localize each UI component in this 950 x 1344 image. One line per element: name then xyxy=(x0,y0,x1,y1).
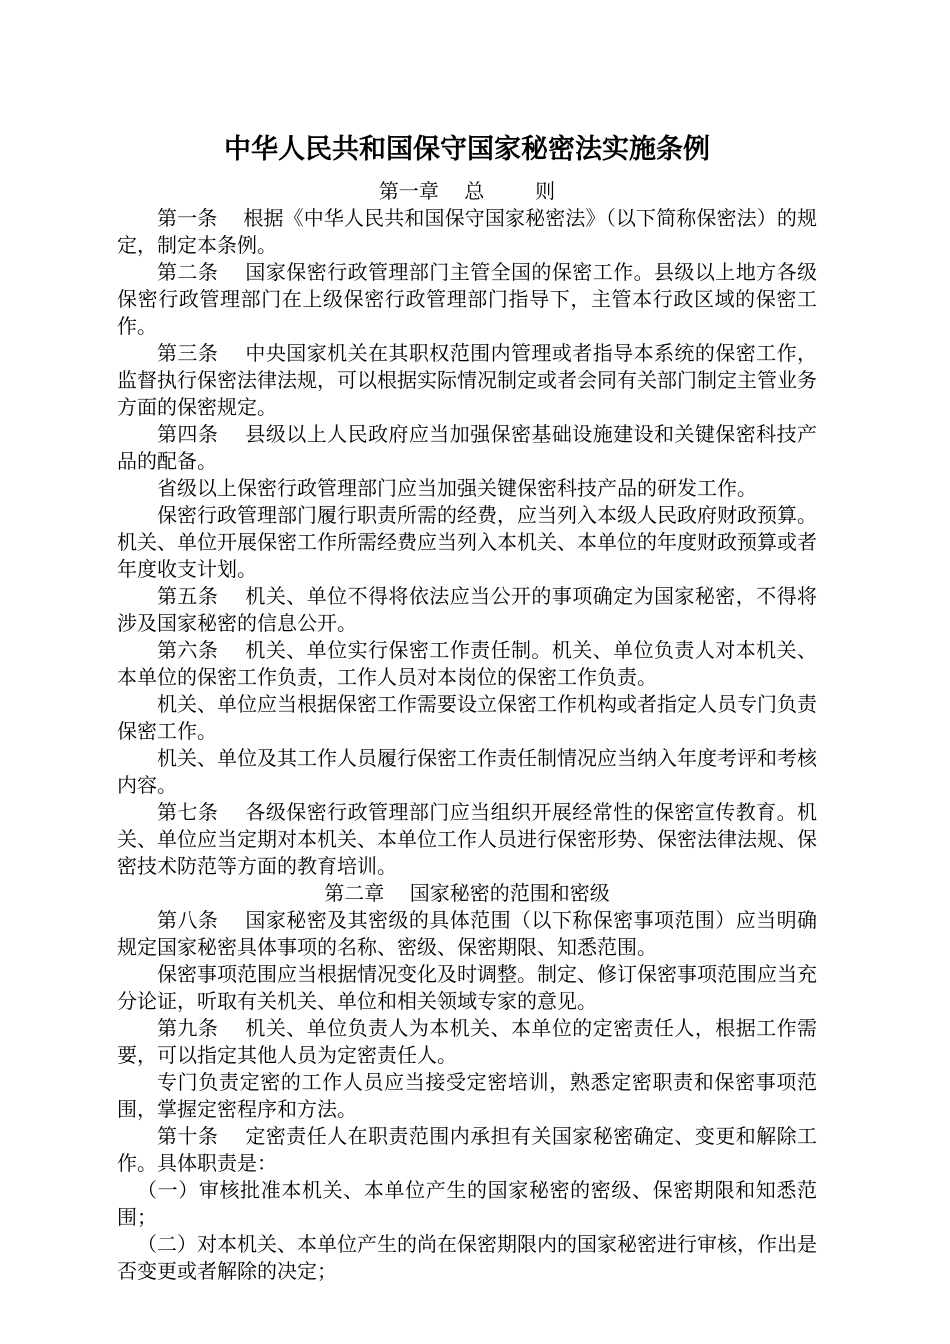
chapter-heading-1: 第一章 总 则 xyxy=(378,179,556,203)
article-6-paragraph-3: 机关、单位及其工作人员履行保密工作责任制情况应当纳入年度考评和考核内容。 xyxy=(117,746,817,797)
article-8: 第八条 国家秘密及其密级的具体范围（以下称保密事项范围）应当明确规定国家秘密具体事项的名称、密级、保密期限、知悉范围。 xyxy=(117,908,817,959)
article-4-paragraph-2: 省级以上保密行政管理部门应当加强关键保密科技产品的研发工作。 xyxy=(157,476,757,500)
article-3: 第三条 中央国家机关在其职权范围内管理或者指导本系统的保密工作，监督执行保密法律法规，可以根据实际情况制定或者会同有关部门制定主管业务方面的保密规定。 xyxy=(117,341,817,419)
article-4: 第四条 县级以上人民政府应当加强保密基础设施建设和关键保密科技产品的配备。 xyxy=(117,422,817,473)
article-6: 第六条 机关、单位实行保密工作责任制。机关、单位负责人对本机关、本单位的保密工作负责，工作人员对本岗位的保密工作负责。 xyxy=(117,638,817,689)
article-9: 第九条 机关、单位负责人为本机关、本单位的定密责任人，根据工作需要，可以指定其他人员为定密责任人。 xyxy=(117,1016,817,1067)
article-7: 第七条 各级保密行政管理部门应当组织开展经常性的保密宣传教育。机关、单位应当定期对本机关、本单位工作人员进行保密形势、保密法律法规、保密技术防范等方面的教育培训。 xyxy=(117,800,817,878)
article-10: 第十条 定密责任人在职责范围内承担有关国家秘密确定、变更和解除工作。具体职责是： xyxy=(117,1124,817,1175)
article-10-item-2: （二）对本机关、本单位产生的尚在保密期限内的国家秘密进行审核，作出是否变更或者解除的决定； xyxy=(117,1232,817,1283)
article-6-paragraph-2: 机关、单位应当根据保密工作需要设立保密工作机构或者指定人员专门负责保密工作。 xyxy=(117,692,817,743)
article-1: 第一条 根据《中华人民共和国保守国家秘密法》（以下简称保密法）的规定，制定本条例。 xyxy=(117,206,817,257)
article-4-paragraph-3: 保密行政管理部门履行职责所需的经费，应当列入本级人民政府财政预算。机关、单位开展保密工作所需经费应当列入本机关、本单位的年度财政预算或者年度收支计划。 xyxy=(117,503,817,581)
article-9-paragraph-2: 专门负责定密的工作人员应当接受定密培训，熟悉定密职责和保密事项范围，掌握定密程序和方法。 xyxy=(117,1070,817,1121)
document-page xyxy=(117,130,817,1285)
article-2: 第二条 国家保密行政管理部门主管全国的保密工作。县级以上地方各级保密行政管理部门在上级保密行政管理部门指导下，主管本行政区域的保密工作。 xyxy=(117,260,817,338)
article-5: 第五条 机关、单位不得将依法应当公开的事项确定为国家秘密，不得将涉及国家秘密的信息公开。 xyxy=(117,584,817,635)
document-title: 中华人民共和国保守国家秘密法实施条例 xyxy=(224,134,710,165)
article-10-item-1: （一）审核批准本机关、本单位产生的国家秘密的密级、保密期限和知悉范围； xyxy=(117,1178,817,1229)
article-8-paragraph-2: 保密事项范围应当根据情况变化及时调整。制定、修订保密事项范围应当充分论证，听取有关机关、单位和相关领域专家的意见。 xyxy=(117,962,817,1013)
chapter-heading-2: 第二章 国家秘密的范围和密级 xyxy=(324,881,610,905)
